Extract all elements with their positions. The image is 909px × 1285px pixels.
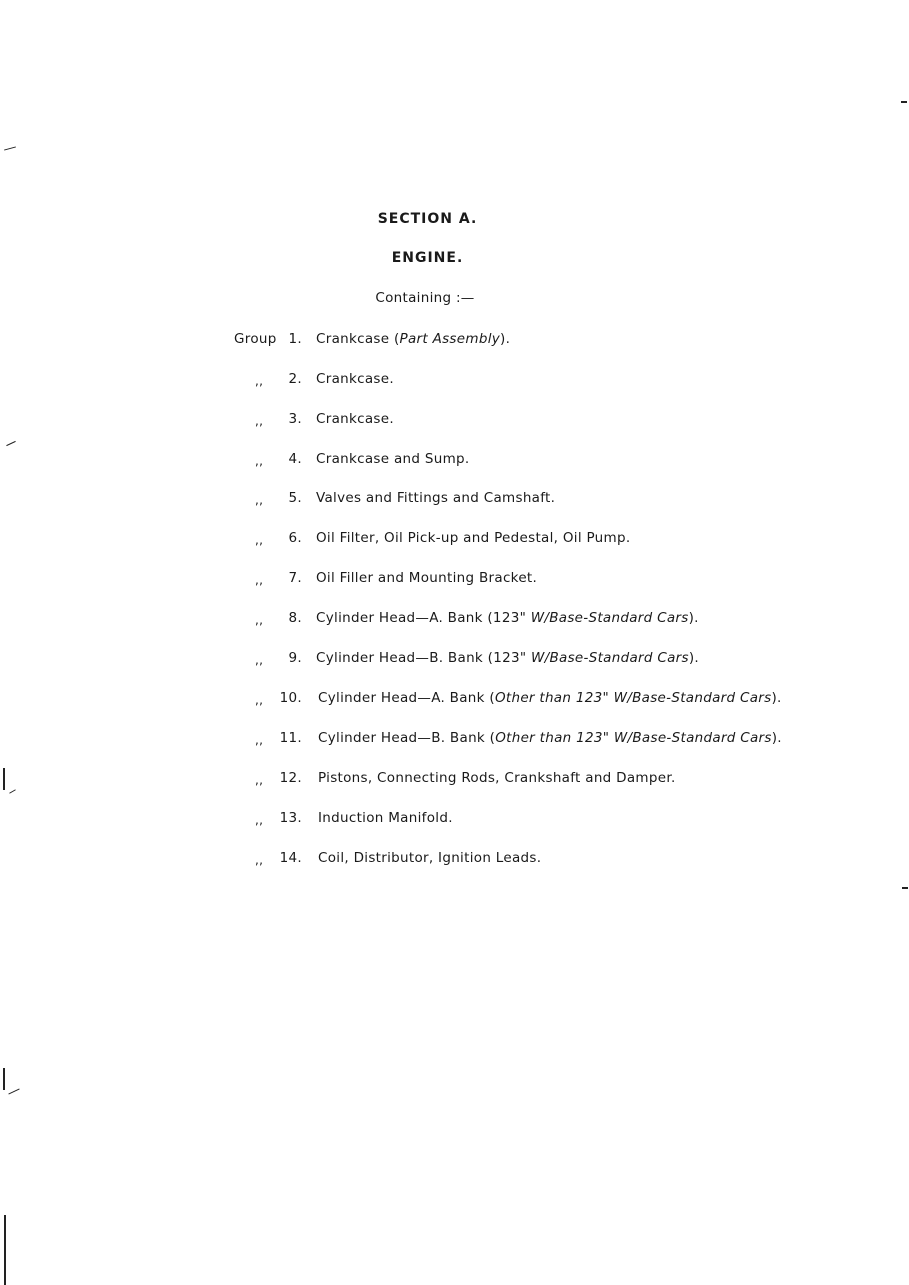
group-text: Induction Manifold. xyxy=(318,810,453,826)
ditto-mark: ,, xyxy=(255,813,264,827)
ditto-mark: ,, xyxy=(255,374,264,388)
group-text-end: ). xyxy=(688,610,699,626)
section-title: SECTION A. xyxy=(377,211,478,227)
group-description xyxy=(318,770,676,786)
scan-mark xyxy=(6,441,15,446)
group-description xyxy=(318,850,541,866)
group-number: 2. xyxy=(288,371,302,387)
ditto-mark: ,, xyxy=(255,613,264,627)
group-text: Valves and Fittings and Camshaft. xyxy=(316,490,556,506)
scan-mark xyxy=(4,146,16,150)
group-text: Cylinder Head—A. Bank (123" xyxy=(316,610,531,626)
group-text-end: ). xyxy=(771,730,782,746)
group-description xyxy=(316,451,469,467)
group-text: Cylinder Head—A. Bank ( xyxy=(318,690,495,706)
containing-label: Containing :— xyxy=(375,290,475,306)
group-text-italic: W/Base-Standard Cars xyxy=(530,650,689,666)
group-description xyxy=(316,570,537,586)
group-text-italic: Other than 123" W/Base-Standard Cars xyxy=(494,690,772,706)
group-text: Crankcase and Sump. xyxy=(316,451,470,467)
group-description xyxy=(318,690,782,706)
group-number: 9. xyxy=(288,650,302,666)
group-text-end: ). xyxy=(688,650,700,666)
group-number: 14. xyxy=(279,850,302,866)
group-text: Crankcase ( xyxy=(316,331,400,347)
ditto-mark: ,, xyxy=(255,454,264,468)
scan-mark xyxy=(3,1068,5,1090)
group-text: Cylinder Head—B. Bank ( xyxy=(318,730,496,746)
scan-mark xyxy=(9,789,16,793)
group-description xyxy=(316,530,630,546)
group-text: Crankcase. xyxy=(316,371,394,387)
scan-mark xyxy=(902,887,908,889)
group-number: 10. xyxy=(279,690,302,706)
group-text-italic: Part Assembly xyxy=(399,331,501,347)
ditto-mark: ,, xyxy=(255,573,264,587)
group-text: Crankcase. xyxy=(316,411,394,427)
group-number: 3. xyxy=(288,411,302,427)
group-number: 13. xyxy=(279,810,302,826)
group-label: Group xyxy=(234,331,277,347)
group-number: 1. xyxy=(288,331,302,347)
group-description xyxy=(316,650,699,666)
group-description xyxy=(316,411,394,427)
ditto-mark: ,, xyxy=(255,653,264,667)
ditto-mark: ,, xyxy=(255,693,264,707)
group-number: 11. xyxy=(279,730,302,746)
scan-mark xyxy=(901,101,907,103)
ditto-mark: ,, xyxy=(255,853,264,867)
group-number: 12. xyxy=(279,770,302,786)
group-text-end: ). xyxy=(771,690,782,706)
group-number: 7. xyxy=(288,570,302,586)
scan-mark xyxy=(3,768,5,790)
page-title: ENGINE. xyxy=(391,250,464,266)
group-description xyxy=(318,730,782,746)
group-number: 5. xyxy=(288,490,302,506)
group-text: Pistons, Connecting Rods, Crankshaft and Damper. xyxy=(318,770,676,786)
group-text-end: ). xyxy=(500,331,511,347)
group-text: Oil Filter, Oil Pick-up and Pedestal, Oil Pump. xyxy=(316,530,631,546)
group-text-italic: Other than 123" W/Base-Standard Cars xyxy=(495,730,772,746)
group-text: Cylinder Head—B. Bank (123" xyxy=(316,650,531,666)
group-description xyxy=(316,331,510,347)
ditto-mark: ,, xyxy=(255,733,264,747)
group-text: Coil, Distributor, Ignition Leads. xyxy=(318,850,542,866)
group-text: Oil Filler and Mounting Bracket. xyxy=(316,570,538,586)
group-description xyxy=(318,810,453,826)
group-description xyxy=(316,371,394,387)
group-text-italic: W/Base-Standard Cars xyxy=(530,610,689,626)
ditto-mark: ,, xyxy=(255,533,264,547)
ditto-mark: ,, xyxy=(255,414,264,428)
group-number: 4. xyxy=(288,451,302,467)
scan-mark xyxy=(8,1089,19,1095)
group-description xyxy=(316,490,555,506)
ditto-mark: ,, xyxy=(255,773,264,787)
scan-mark xyxy=(4,1215,6,1285)
group-number: 6. xyxy=(288,530,302,546)
group-number: 8. xyxy=(288,610,302,626)
group-description xyxy=(316,610,699,626)
ditto-mark: ,, xyxy=(255,493,264,507)
